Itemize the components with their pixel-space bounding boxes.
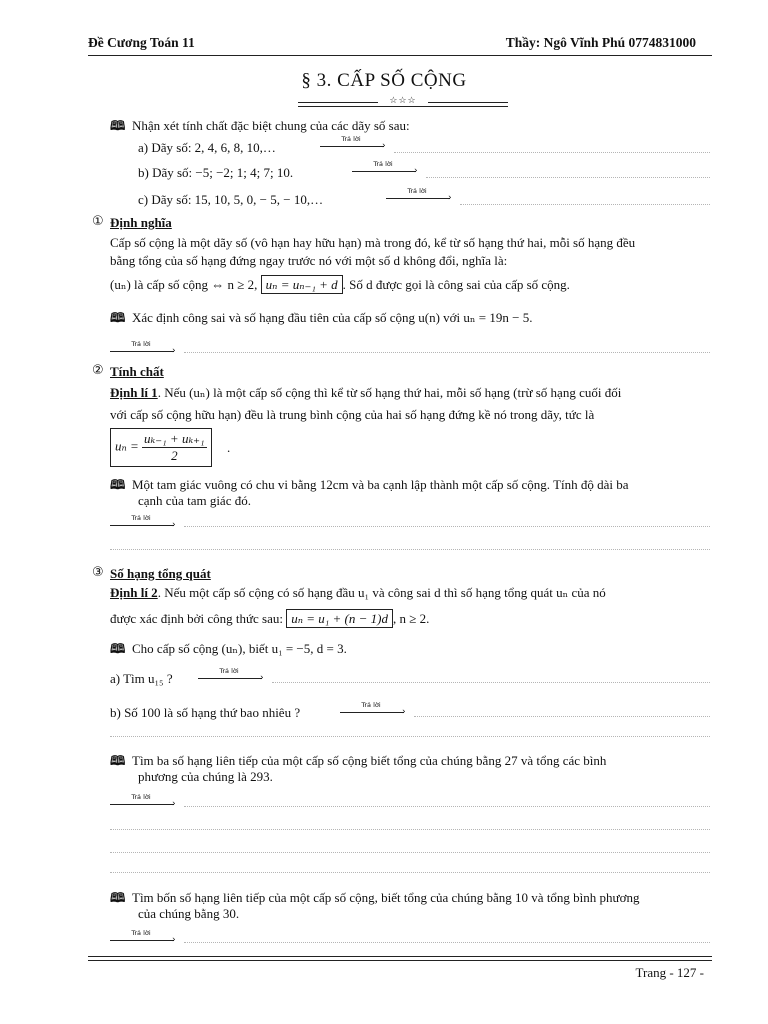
- book-icon: 🕮: [110, 477, 126, 492]
- section-number-2: ②: [92, 363, 104, 378]
- answer-line[interactable]: [184, 526, 710, 527]
- task-triangle-1: 🕮 Một tam giác vuông có chu vi bằng 12cm và ba cạnh lập thành một cấp số cộng. Tính độ dài ba: [110, 476, 629, 498]
- footer-divider: [88, 956, 712, 957]
- answer-arrow-icon[interactable]: Trả lời ›: [110, 515, 178, 531]
- task-definition: 🕮 Xác định công sai và số hạng đầu tiên của cấp số cộng u(n) với uₙ = 19n − 5.: [110, 309, 532, 331]
- task-triangle-2: cạnh của tam giác đó.: [138, 493, 251, 508]
- answer-arrow-icon[interactable]: Trả lời ›: [110, 794, 178, 810]
- theorem-2-text-1: Định lí 2. Nếu một cấp số cộng có số hạng đầu u₁ và công sai d thì số hạng tổng quát uₙ của nó: [110, 585, 606, 600]
- answer-line[interactable]: [110, 872, 710, 873]
- answer-line[interactable]: [184, 942, 710, 943]
- task-three-terms-2: phương của chúng là 293.: [138, 769, 273, 784]
- formula-box: uₙ = u₁ + (n − 1)d: [286, 609, 393, 628]
- book-icon: 🕮: [110, 641, 126, 656]
- answer-arrow-icon[interactable]: Trả lời ›: [320, 136, 388, 152]
- theorem-1-formula-box: uₙ = $\frac{\text{uₖ₋₁ + uₖ₊₁}}{2}$: [110, 428, 212, 467]
- task-general-term-a: a) Tìm u₁₅ ?: [110, 671, 173, 686]
- answer-line[interactable]: [184, 806, 710, 807]
- answer-arrow-icon[interactable]: Trả lời ›: [198, 668, 266, 684]
- answer-line[interactable]: [110, 549, 710, 550]
- answer-line[interactable]: [110, 829, 710, 830]
- section-title-general-term: Số hạng tổng quát: [110, 566, 211, 581]
- answer-arrow-icon[interactable]: Trả lời ›: [110, 930, 178, 946]
- answer-arrow-icon[interactable]: Trả lời ›: [340, 702, 408, 718]
- theorem-1-text-1: Định lí 1. Nếu (uₙ) là một cấp số cộng thì kể từ số hạng thứ hai, mỗi số hạng (trừ số hạng cuối đối: [110, 385, 622, 400]
- book-icon: 🕮: [110, 753, 126, 768]
- header-left: Đề Cương Toán 11: [88, 35, 195, 50]
- answer-line[interactable]: [184, 352, 710, 353]
- theorem-1-text-2: với cấp số cộng hữu hạn) đều là trung bình cộng của hai số hạng đứng kề nó trong dãy, tức là: [110, 407, 595, 422]
- answer-arrow-icon[interactable]: Trả lời ›: [110, 341, 178, 357]
- answer-arrow-icon[interactable]: Trả lời ›: [386, 188, 454, 204]
- answer-line[interactable]: [394, 152, 710, 153]
- page-title: § 3. CẤP SỐ CỘNG: [301, 70, 467, 91]
- answer-line[interactable]: [460, 204, 710, 205]
- task-general-term-b: b) Số 100 là số hạng thứ bao nhiêu ?: [110, 705, 301, 720]
- title-decoration: [298, 96, 508, 110]
- section-title-properties: Tính chất: [110, 364, 164, 379]
- section-title-definition: Định nghĩa: [110, 215, 172, 230]
- theorem-2-text-2: được xác định bởi công thức sau: uₙ = u₁ + (n − 1)d , n ≥ 2.: [110, 611, 430, 626]
- section-number-1: ①: [92, 214, 104, 229]
- section-number-3: ③: [92, 565, 104, 580]
- header-right: Thầy: Ngô Vĩnh Phú 0774831000: [505, 35, 696, 50]
- book-icon: 🕮: [110, 310, 126, 325]
- intro-prompt: 🕮 Nhận xét tính chất đặc biệt chung của các dãy số sau:: [110, 117, 410, 139]
- task-four-terms-1: 🕮 Tìm bốn số hạng liên tiếp của một cấp số cộng, biết tổng của chúng bằng 10 và tổng bình phương: [110, 889, 639, 911]
- answer-line[interactable]: [272, 682, 710, 683]
- header-divider: [88, 55, 712, 56]
- intro-item-b: b) Dãy số: −5; −2; 1; 4; 7; 10.: [138, 165, 294, 180]
- intro-item-a: a) Dãy số: 2, 4, 6, 8, 10,…: [138, 140, 276, 155]
- definition-text-2: bằng tổng của số hạng đứng ngay trước nó với một số d không đổi, nghĩa là:: [110, 253, 508, 268]
- answer-line[interactable]: [426, 177, 710, 178]
- formula-box: uₙ = uₙ₋₁ + d: [261, 275, 343, 294]
- answer-line[interactable]: [110, 852, 710, 853]
- answer-line[interactable]: [110, 736, 710, 737]
- definition-text-1: Cấp số cộng là một dãy số (vô hạn hay hữu hạn) mà trong đó, kể từ số hạng thứ hai, mỗi số hạng đều: [110, 235, 636, 250]
- task-four-terms-2: của chúng bằng 30.: [138, 906, 240, 921]
- book-icon: 🕮: [110, 118, 126, 133]
- answer-arrow-icon[interactable]: Trả lời ›: [352, 161, 420, 177]
- answer-line[interactable]: [414, 716, 710, 717]
- task-three-terms-1: 🕮 Tìm ba số hạng liên tiếp của một cấp số cộng biết tổng của chúng bằng 27 và tổng các bình: [110, 752, 606, 774]
- page-number: Trang - 127 -: [635, 965, 704, 980]
- intro-item-c: c) Dãy số: 15, 10, 5, 0, − 5, − 10,…: [138, 192, 324, 207]
- task-general-term: 🕮 Cho cấp số cộng (uₙ), biết u₁ = −5, d = 3.: [110, 640, 347, 662]
- definition-formula-line: (uₙ) là cấp số cộng ⇔ n ≥ 2, uₙ = uₙ₋₁ + d . Số d được gọi là công sai của cấp số cộng.: [110, 277, 570, 292]
- star-icons: ☆☆☆: [389, 95, 417, 105]
- book-icon: 🕮: [110, 890, 126, 905]
- footer-divider: [88, 960, 712, 961]
